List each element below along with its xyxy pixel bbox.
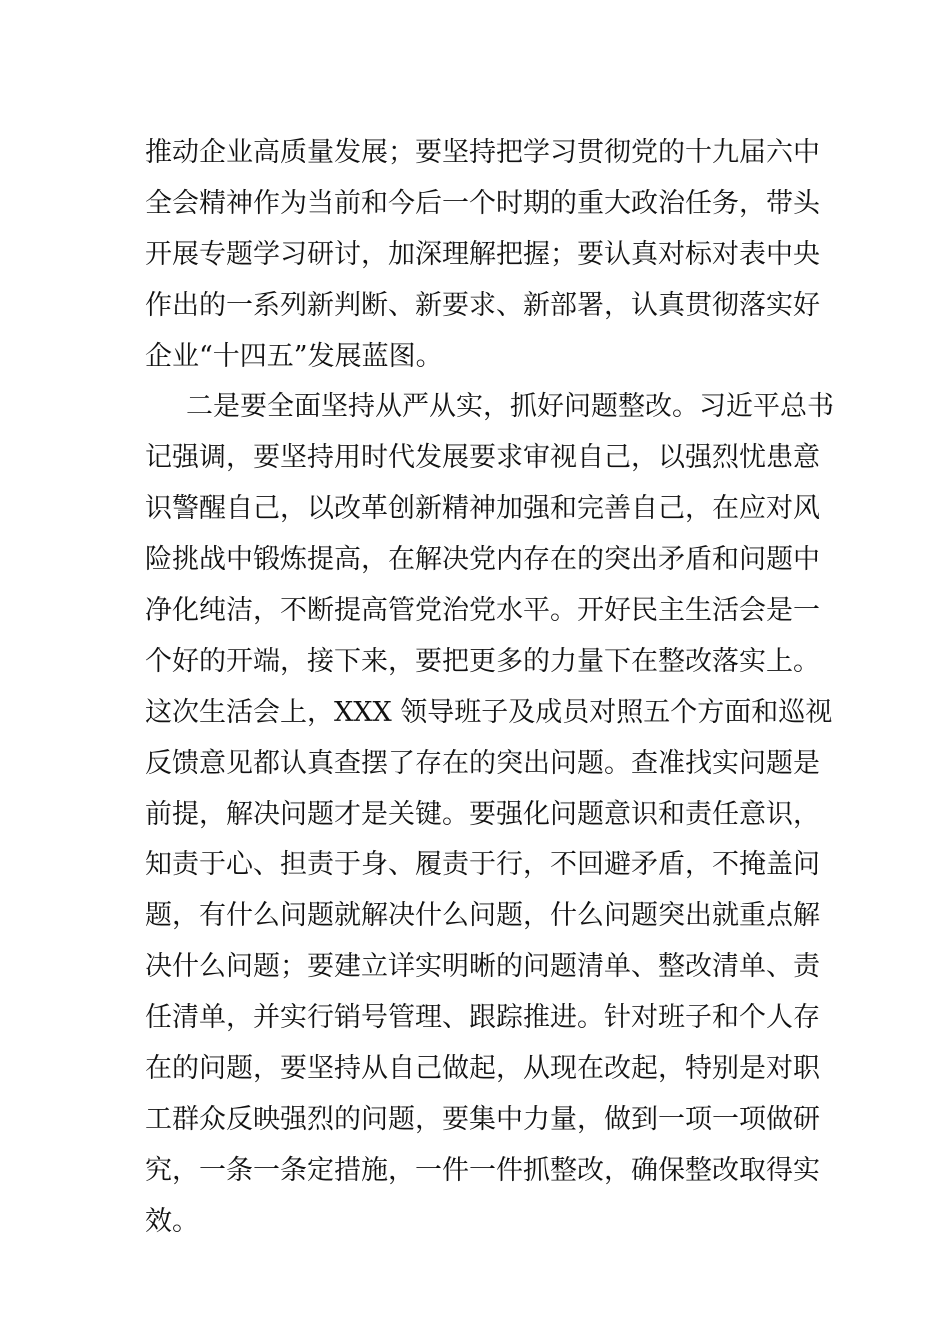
text-line: 二是要全面坚持从严从实，抓好问题整改。习近平总书 (186, 391, 834, 423)
text-line: 推动企业高质量发展；要坚持把学习贯彻党的十九届六中 (145, 137, 820, 168)
text-line: 这次生活会上，XXX 领导班子及成员对照五个方面和巡视 (145, 696, 833, 728)
text-line: 决什么问题；要建立详实明晰的问题清单、整改清单、责 (145, 951, 820, 983)
paragraph-1 (145, 128, 820, 382)
text-line: 开展专题学习研讨，加深理解把握；要认真对标对表中央 (145, 238, 820, 270)
text-line: 反馈意见都认真查摆了存在的突出问题。查准找实问题是 (145, 747, 820, 779)
body-text (145, 128, 834, 1248)
text-line: 全会精神作为当前和今后一个时期的重大政治任务，带头 (145, 187, 820, 219)
text-line: 个好的开端，接下来，要把更多的力量下在整改落实上。 (145, 645, 820, 677)
text-line: 作出的一系列新判断、新要求、新部署，认真贯彻落实好 (145, 289, 820, 321)
text-line: 险挑战中锻炼提高，在解决党内存在的突出矛盾和问题中 (145, 544, 820, 576)
text-line: 究，一条一条定措施，一件一件抓整改，确保整改取得实 (145, 1154, 820, 1186)
text-line: 识警醒自己，以改革创新精神加强和完善自己，在应对风 (145, 493, 820, 525)
paragraph-2 (145, 382, 834, 1247)
text-line: 任清单，并实行销号管理、跟踪推进。针对班子和个人存 (145, 1002, 820, 1034)
text-line: 工群众反映强烈的问题，要集中力量，做到一项一项做研 (145, 1103, 820, 1135)
text-line: 企业“十四五”发展蓝图。 (145, 340, 443, 372)
text-line: 效。 (145, 1205, 199, 1237)
text-line: 净化纯洁，不断提高管党治党水平。开好民主生活会是一 (145, 595, 820, 627)
text-line: 知责于心、担责于身、履责于行，不回避矛盾，不掩盖问 (145, 849, 820, 881)
text-line: 在的问题，要坚持从自己做起，从现在改起，特别是对职 (145, 1053, 820, 1085)
text-line: 题，有什么问题就解决什么问题，什么问题突出就重点解 (145, 900, 820, 932)
text-line: 前提，解决问题才是关键。要强化问题意识和责任意识， (145, 798, 820, 830)
text-line: 记强调，要坚持用时代发展要求审视自己，以强烈忧患意 (145, 442, 820, 474)
